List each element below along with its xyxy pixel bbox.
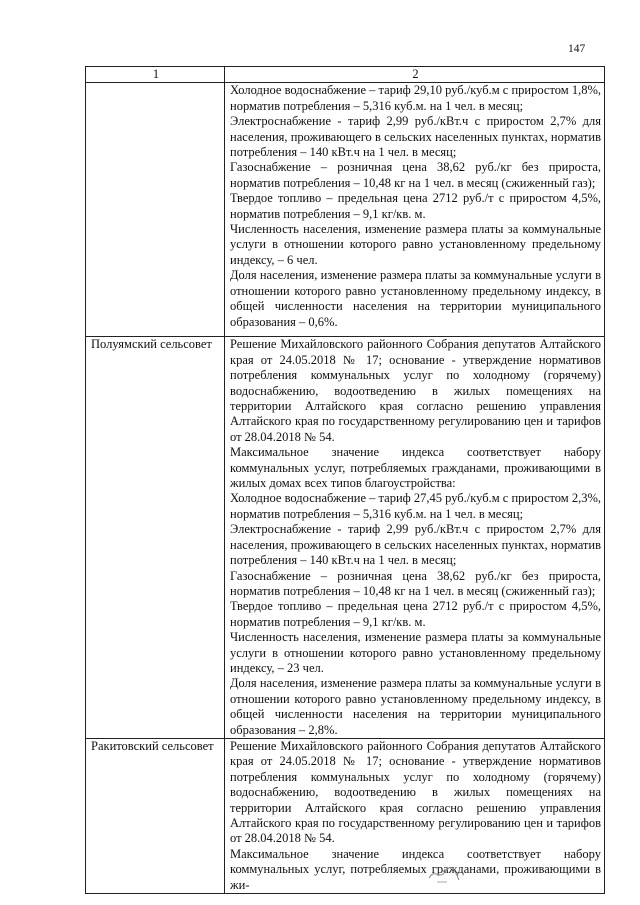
paragraph: Доля населения, изменение размера платы за коммунальные услуги в отношении которого равно установленному предельному индексу, в общей численности населения на территории муниципального образования – 2,8%. (230, 676, 601, 737)
table-header-row (86, 67, 605, 83)
paragraph: Газоснабжение – розничная цена 38,62 руб./кг без прироста, норматив потребления – 10,48 кг на 1 чел. в месяц (сжиженный газ); (230, 160, 601, 190)
row-content (225, 83, 605, 337)
paragraph: Решение Михайловского районного Собрания депутатов Алтайского края от 24.05.2018 № 17; основание - утверждение нормативов потребления коммунальных услуг по холодному (горячему) водоснабжению, водоотведению в жилых помещениях на территории Алтайского края согласно решению управления Алтайского края по государственному регулированию цен и тарифов от 28.04.2018 № 54. (230, 738, 601, 846)
signature-mark (425, 858, 465, 888)
row-municipality-name: Полуямский сельсовет (86, 337, 225, 739)
paragraph: Численность населения, изменение размера платы за коммунальные услуги в отношении которого равно установленному предельному индексу, – 6 чел. (230, 222, 601, 267)
paragraph: Электроснабжение - тариф 2,99 руб./кВт.ч с приростом 2,7% для населения, проживающего в сельских населенных пунктах, норматив потребления – 140 кВт.ч на 1 чел. в месяц; (230, 114, 601, 160)
paragraph: Доля населения, изменение размера платы за коммунальные услуги в отношении которого равно установленному предельному индексу, в общей численности населения на территории муниципального образования – 0,6%. (230, 268, 601, 329)
paragraph: Холодное водоснабжение – тариф 29,10 руб./куб.м с приростом 1,8%, норматив потребления – 5,316 куб.м. на 1 чел. в месяц; (230, 83, 601, 113)
page-number: 147 (568, 43, 586, 55)
table-row (86, 738, 605, 893)
paragraph: Максимальное значение индекса соответствует набору коммунальных услуг, потребляемых гражданами, проживающими в жи- (230, 846, 601, 892)
paragraph: Решение Михайловского районного Собрания депутатов Алтайского края от 24.05.2018 № 17; основание - утверждение нормативов потребления коммунальных услуг по холодному (горячему) водоснабжению, водоотведению в жилых помещениях на территории Алтайского края согласно решению управления Алтайского края по государственному регулированию цен и тарифов от 28.04.2018 № 54. (230, 337, 601, 444)
row-content (225, 337, 605, 739)
column-header-1: 1 (86, 67, 225, 83)
table-row (86, 83, 605, 337)
paragraph: Электроснабжение - тариф 2,99 руб./кВт.ч с приростом 2,7% для населения, проживающего в сельских населенных пунктах, норматив потребления – 140 кВт.ч на 1 чел. в месяц; (230, 522, 601, 568)
tariff-table (85, 66, 605, 894)
row-content (225, 738, 605, 893)
paragraph: Численность населения, изменение размера платы за коммунальные услуги в отношении которого равно установленному предельному индексу, – 23 чел. (230, 630, 601, 675)
paragraph: Твердое топливо – предельная цена 2712 руб./т с приростом 4,5%, норматив потребления – 9,1 кг/кв. м. (230, 599, 601, 629)
table-row (86, 337, 605, 739)
paragraph: Максимальное значение индекса соответствует набору коммунальных услуг, потребляемых гражданами, проживающими в жилых домах всех типов благоустройства: (230, 445, 601, 491)
paragraph: Твердое топливо – предельная цена 2712 руб./т с приростом 4,5%, норматив потребления – 9,1 кг/кв. м. (230, 191, 601, 221)
paragraph: Газоснабжение – розничная цена 38,62 руб./кг без прироста, норматив потребления – 10,48 кг на 1 чел. в месяц (сжиженный газ); (230, 568, 601, 598)
paragraph: Холодное водоснабжение – тариф 27,45 руб./куб.м с приростом 2,3%, норматив потребления – 5,316 куб.м. на 1 чел. в месяц; (230, 491, 601, 521)
row-municipality-name: Ракитовский сельсовет (86, 738, 225, 893)
column-header-2: 2 (225, 67, 605, 83)
row-municipality-name (86, 83, 225, 337)
